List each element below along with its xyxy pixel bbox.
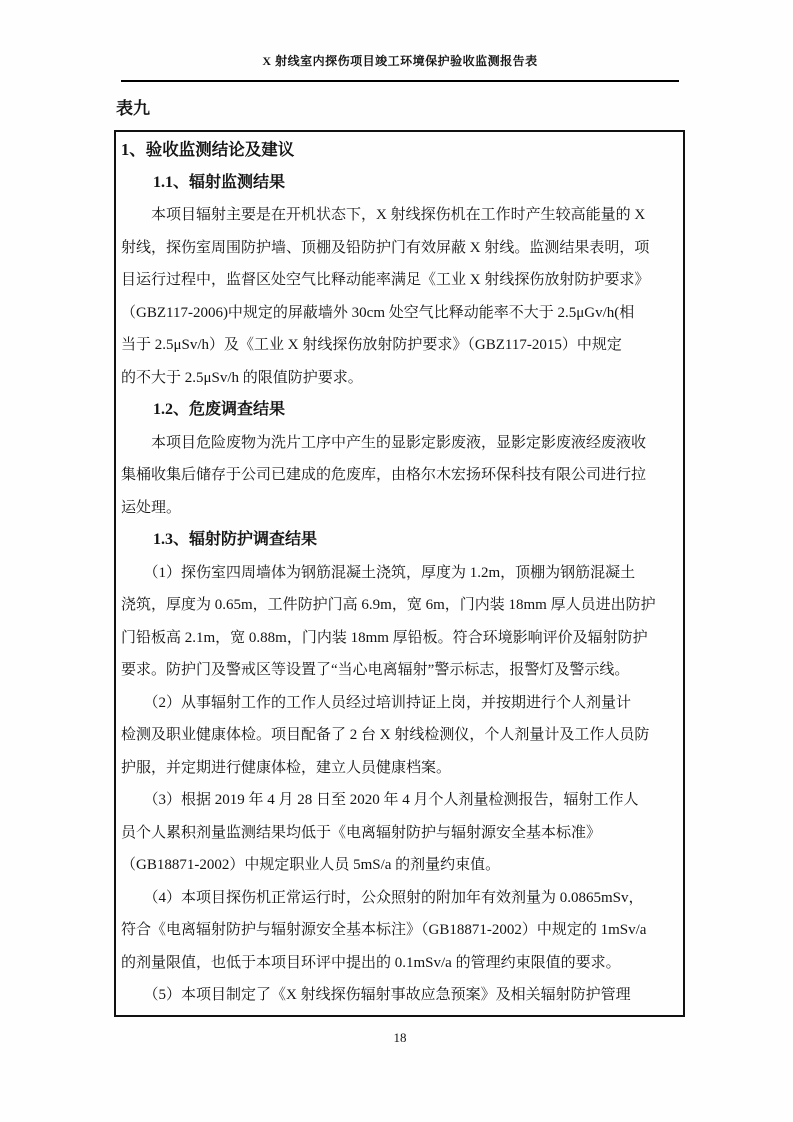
text-line: 员个人累积剂量监测结果均低于《电离辐射防护与辐射源安全基本标准》 (121, 824, 602, 841)
page-number: 18 (393, 1030, 407, 1045)
text-line: 门铅板高 2.1m，宽 0.88m，门内装 18mm 厚铅板。符合环境影响评价及辐射防护 (121, 629, 648, 646)
text-line: （GB18871-2002）中规定职业人员 5mS/a 的剂量约束值。 (121, 857, 501, 873)
header-rule (121, 80, 679, 82)
text-line: （GBZ117-2006)中规定的屏蔽墙外 30cm 处空气比释动能率不大于 2.5μGv/h(相 (121, 304, 635, 321)
text-line: 本项目辐射主要是在开机状态下，X 射线探伤机在工作时产生较高能量的 X (121, 207, 646, 223)
text-line: 射线，探伤室周围防护墙、顶棚及铅防护门有效屏蔽 X 射线。监测结果表明，项 (121, 239, 650, 256)
text-line: （4）本项目探伤机正常运行时，公众照射的附加年有效剂量为 0.0865mSv， (121, 889, 644, 906)
text-line: （5）本项目制定了《X 射线探伤辐射事故应急预案》及相关辐射防护管理 (121, 987, 631, 1003)
content-box-lines (121, 134, 679, 1012)
text-line: 浇筑，厚度为 0.65m，工件防护门高 6.9m，宽 6m，门内装 18mm 厚人员进出防护 (121, 597, 656, 613)
text-line: （1）探伤室四周墙体为钢筋混凝土浇筑，厚度为 1.2m，顶棚为钢筋混凝土 (121, 564, 636, 581)
sub-heading: 1.2、危废调查结果 (121, 401, 286, 418)
text-line: （2）从事辐射工作的工作人员经过培训持证上岗，并按期进行个人剂量计 (121, 694, 632, 711)
sub-heading: 1.1、辐射监测结果 (121, 173, 286, 191)
document-header-title: X 射线室内探伤项目竣工环境保护验收监测报告表 (262, 54, 538, 68)
text-line: 本项目危险废物为洗片工序中产生的显影定影废液，显影定影废液经废液收 (121, 434, 647, 451)
text-line: 检测及职业健康体检。项目配备了 2 台 X 射线检测仪，个人剂量计及工作人员防 (121, 727, 650, 743)
text-line: （3）根据 2019 年 4 月 28 日至 2020 年 4 月个人剂量检测报告，辐射工作人 (121, 792, 639, 808)
text-line: 集桶收集后储存于公司已建成的危废库，由格尔木宏扬环保科技有限公司进行拉 (121, 467, 647, 483)
sub-heading: 1.3、辐射防护调查结果 (121, 531, 318, 548)
text-line: 目运行过程中，监督区处空气比释动能率满足《工业 X 射线探伤放射防护要求》 (121, 272, 650, 288)
section-heading: 1、验收监测结论及建议 (121, 140, 295, 159)
text-line: 的剂量限值，也低于本项目环评中提出的 0.1mSv/a 的管理约束限值的要求。 (121, 954, 621, 971)
text-line: 符合《电离辐射防护与辐射源安全基本标注》（GB18871-2002）中规定的 1mSv/a (121, 922, 647, 938)
table-label: 表九 (116, 99, 150, 118)
text-line: 的不大于 2.5μSv/h 的限值防护要求。 (121, 369, 363, 386)
text-line: 运处理。 (121, 499, 182, 516)
text-line: 要求。防护门及警戒区等设置了“当心电离辐射”警示标志，报警灯及警示线。 (121, 662, 630, 678)
content-box (114, 130, 685, 1017)
text-line: 护服，并定期进行健康体检，建立人员健康档案。 (121, 759, 452, 776)
text-line: 当于 2.5μSv/h）及《工业 X 射线探伤放射防护要求》（GBZ117-2015）中规定 (121, 337, 622, 353)
